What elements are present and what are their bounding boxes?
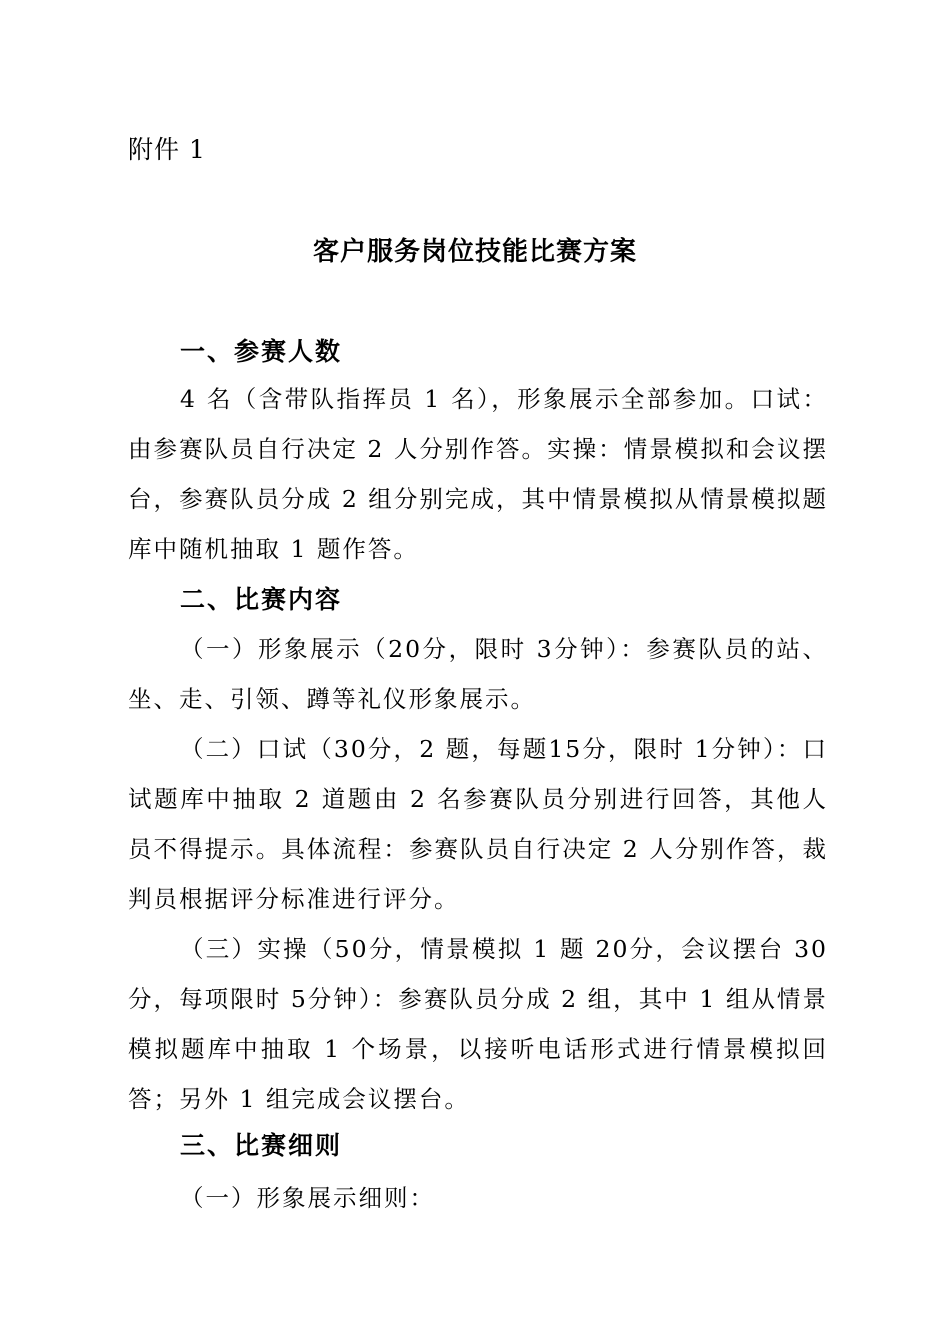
paragraph-image-display-rules: （一）形象展示细则： [180,1184,435,1212]
paragraph-oral-exam: （二）口试（30分，2 题，每题15分，限时 1分钟）：口试题库中抽取 2 道题由 2 名参赛队员分别进行回答，其他人员不得提示。具体流程：参赛队员自行决定 2 人分别作答，裁判员根据评分标准进行评分。 [128,735,828,913]
section-heading-content: 二、比赛内容 [180,585,343,614]
document-title: 客户服务岗位技能比赛方案 [312,237,637,267]
paragraph-participants: 4 名（含带队指挥员 1 名），形象展示全部参加。口试：由参赛队员自行决定 2 人分别作答。实操：情景模拟和会议摆台，参赛队员分成 2 组分别完成，其中情景模拟从情景模拟题库中随机抽取 1 题作答。 [128,385,828,563]
paragraph-practical: （三）实操（50分，情景模拟 1 题 20分，会议摆台 30分，每项限时 5分钟）：参赛队员分成 2 组，其中 1 组从情景模拟题库中抽取 1 个场景，以接听电话形式进行情景模拟回答；另外 1 组完成会议摆台。 [128,935,828,1113]
section-heading-participants: 一、参赛人数 [180,337,343,366]
attachment-label: 附件 1 [128,135,206,164]
section-heading-rules: 三、比赛细则 [180,1131,343,1160]
paragraph-image-display: （一）形象展示（20分，限时 3分钟）：参赛队员的站、坐、走、引领、蹲等礼仪形象展示。 [128,635,828,713]
